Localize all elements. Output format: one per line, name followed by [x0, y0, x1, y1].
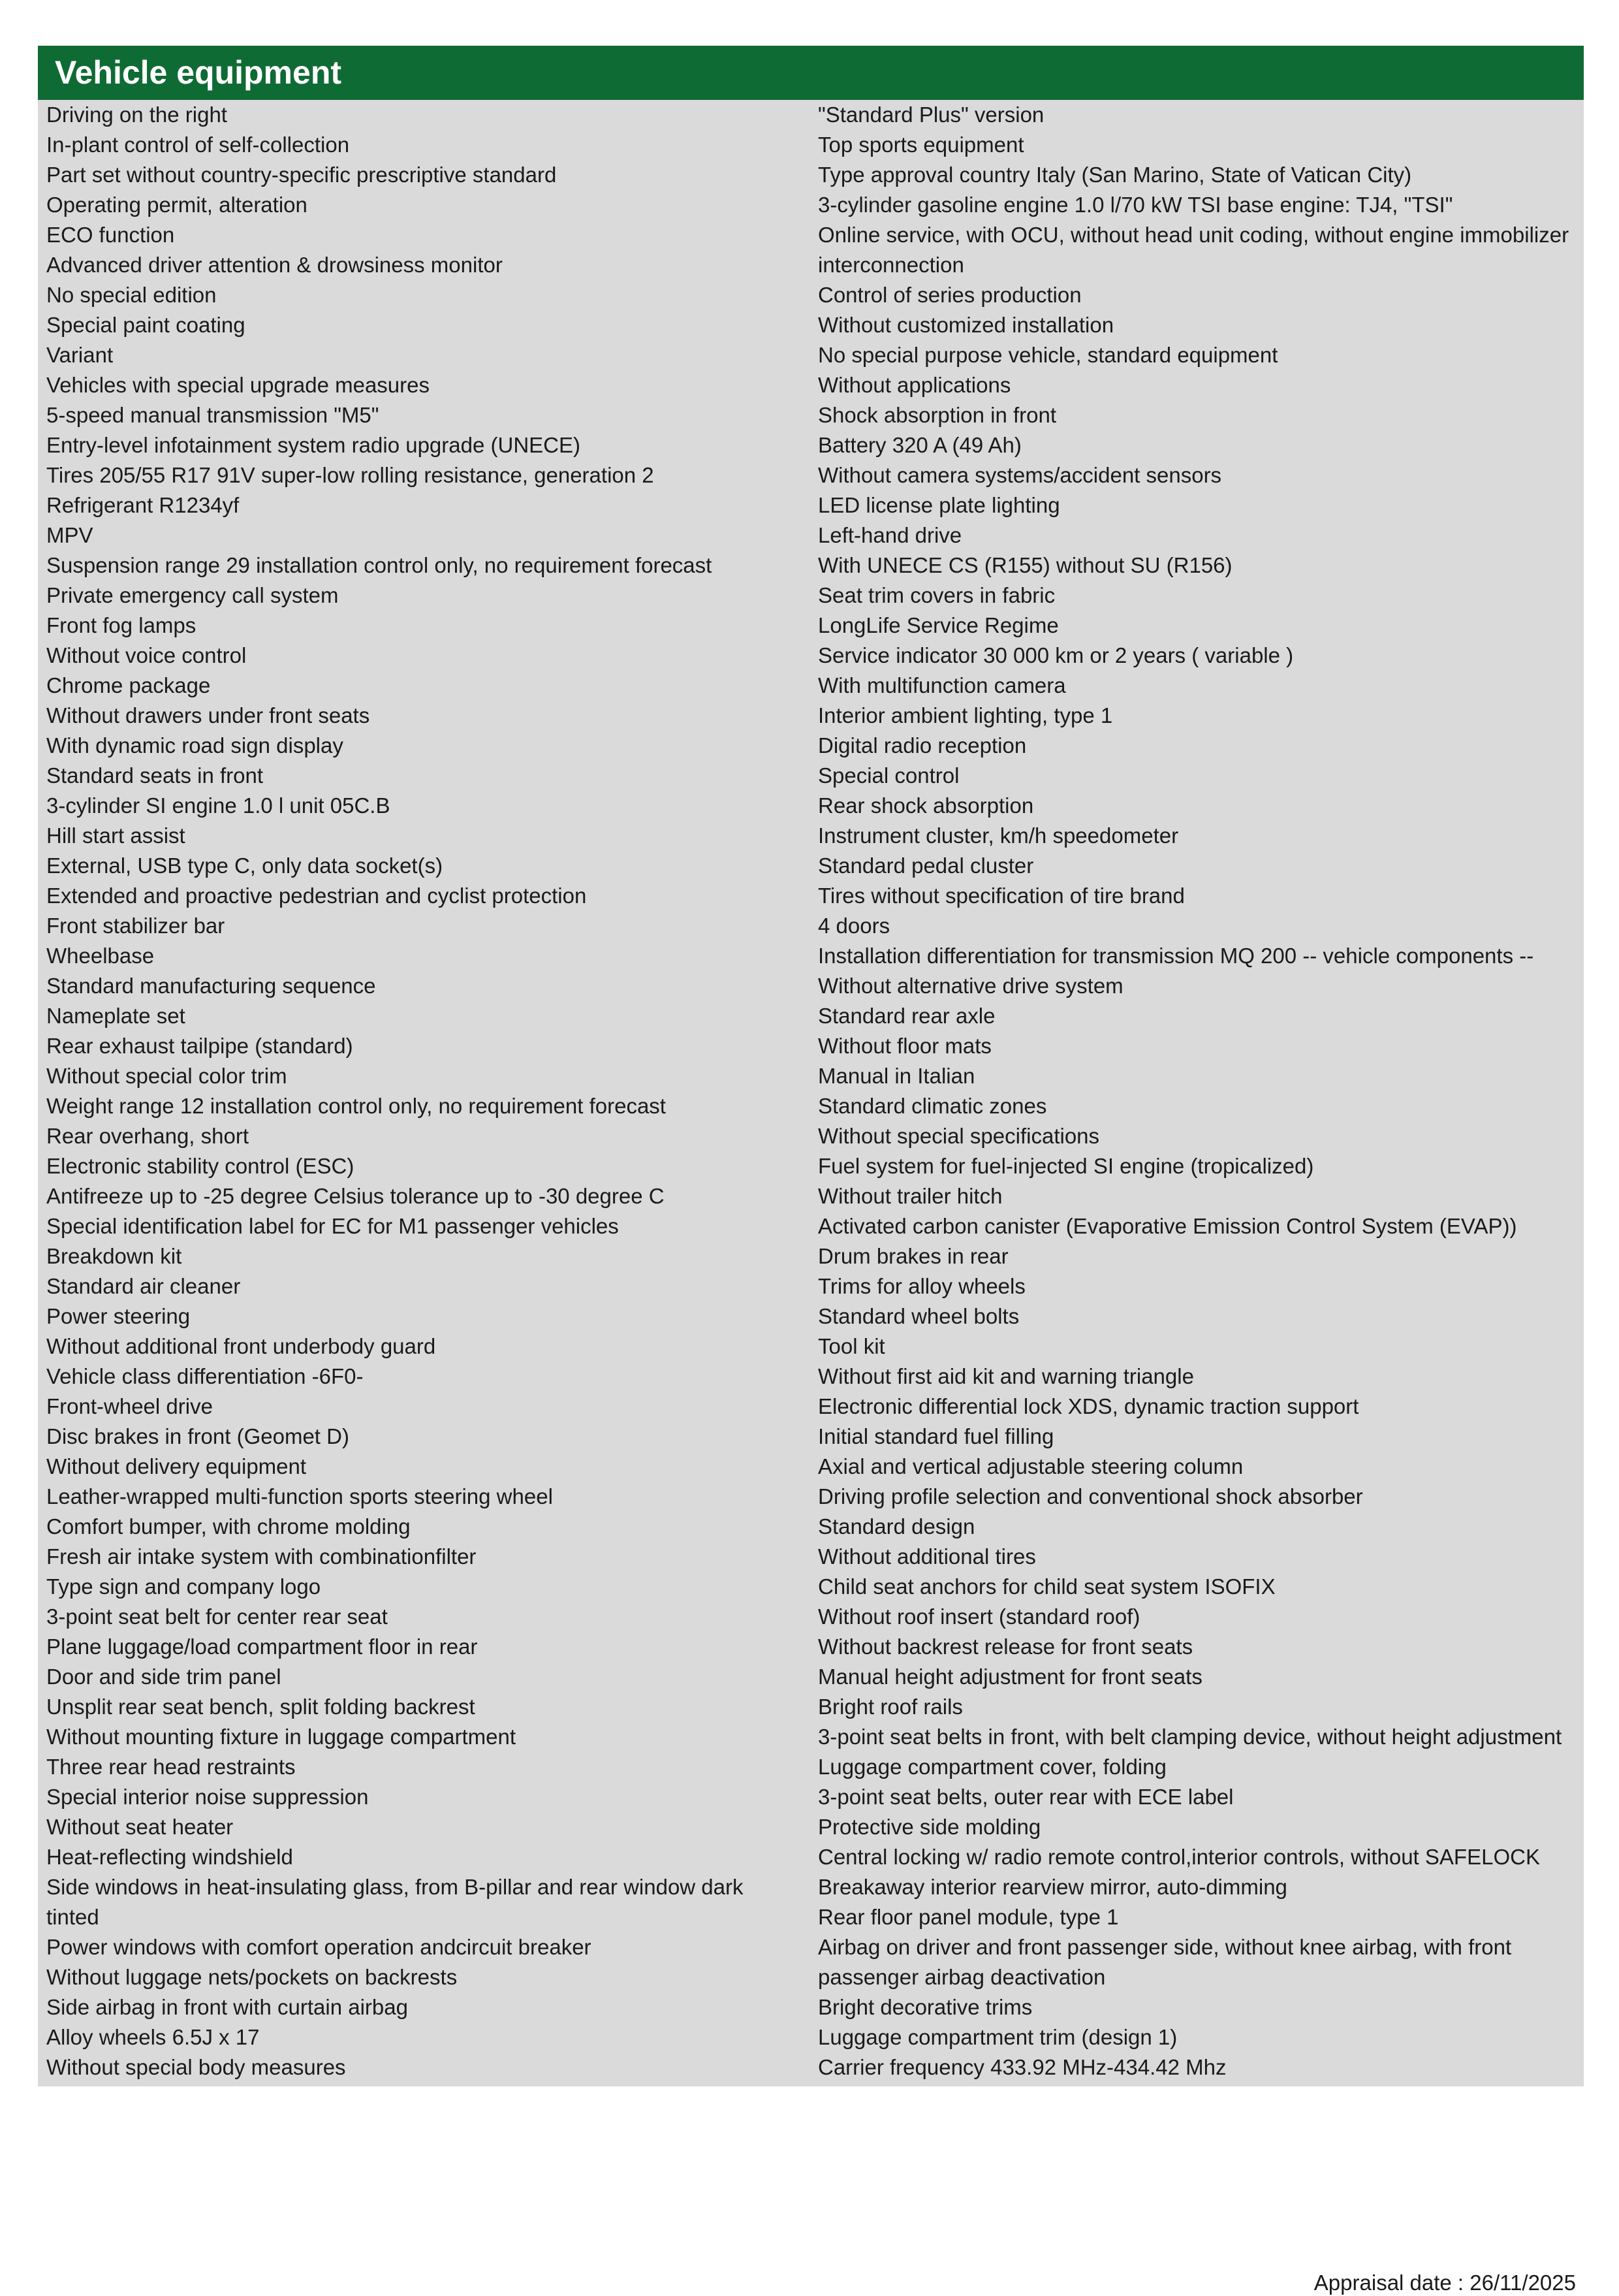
equipment-item: Type approval country Italy (San Marino, State of Vatican City): [818, 163, 1412, 187]
equipment-item: Trims for alloy wheels: [818, 1274, 1026, 1298]
equipment-item: Battery 320 A (49 Ah): [818, 433, 1022, 457]
equipment-item: Bright decorative trims: [818, 1995, 1033, 2019]
equipment-item: Advanced driver attention & drowsiness monitor: [46, 253, 503, 277]
section-title: Vehicle equipment: [38, 46, 1584, 100]
equipment-item: Installation differentiation for transmission MQ 200 -- vehicle components --: [818, 944, 1534, 968]
equipment-item: Standard wheel bolts: [818, 1304, 1020, 1328]
equipment-item: LED license plate lighting: [818, 493, 1060, 517]
equipment-item: Antifreeze up to -25 degree Celsius tolerance up to -30 degree C: [46, 1184, 665, 1208]
equipment-item: Without trailer hitch: [818, 1184, 1003, 1208]
equipment-item: Rear floor panel module, type 1: [818, 1905, 1119, 1929]
equipment-item: Suspension range 29 installation control only, no requirement forecast: [46, 553, 712, 577]
equipment-item: Child seat anchors for child seat system ISOFIX: [818, 1574, 1276, 1599]
equipment-item: Comfort bumper, with chrome molding: [46, 1514, 411, 1539]
equipment-item: Without mounting fixture in luggage compartment: [46, 1725, 516, 1749]
equipment-item: Without alternative drive system: [818, 974, 1124, 998]
equipment-item: Luggage compartment cover, folding: [818, 1755, 1167, 1779]
equipment-item: No special purpose vehicle, standard equipment: [818, 343, 1278, 367]
equipment-item: In-plant control of self-collection: [46, 133, 350, 157]
equipment-item: With multifunction camera: [818, 673, 1066, 697]
equipment-item: 3-cylinder gasoline engine 1.0 l/70 kW TSI base engine: TJ4, "TSI": [818, 193, 1453, 217]
equipment-item: Driving on the right: [46, 103, 227, 127]
equipment-item: Airbag on driver and front passenger side, without knee airbag, with front passenger airbag deactivation: [818, 1935, 1512, 1989]
equipment-item: Rear shock absorption: [818, 793, 1034, 818]
equipment-item: Vehicle class differentiation -6F0-: [46, 1364, 364, 1388]
equipment-item: Special control: [818, 763, 960, 788]
equipment-item: Fuel system for fuel-injected SI engine (tropicalized): [818, 1154, 1314, 1178]
equipment-item: Entry-level infotainment system radio upgrade (UNECE): [46, 433, 580, 457]
equipment-item: Power steering: [46, 1304, 191, 1328]
equipment-item: Without roof insert (standard roof): [818, 1604, 1140, 1629]
equipment-item: 3-point seat belt for center rear seat: [46, 1604, 388, 1629]
equipment-item: Variant: [46, 343, 114, 367]
equipment-item: Electronic differential lock XDS, dynamic traction support: [818, 1394, 1359, 1418]
equipment-item: ECO function: [46, 223, 175, 247]
equipment-item: Shock absorption in front: [818, 403, 1057, 427]
equipment-item: Disc brakes in front (Geomet D): [46, 1424, 349, 1448]
equipment-item: Leather-wrapped multi-function sports steering wheel: [46, 1484, 553, 1508]
equipment-item: Weight range 12 installation control only, no requirement forecast: [46, 1094, 666, 1118]
equipment-item: Three rear head restraints: [46, 1755, 296, 1779]
equipment-item: Tool kit: [818, 1334, 885, 1358]
equipment-item: 5-speed manual transmission "M5": [46, 403, 379, 427]
equipment-item: Driving profile selection and conventional shock absorber: [818, 1484, 1363, 1508]
equipment-item: Service indicator 30 000 km or 2 years ( variable ): [818, 643, 1294, 667]
equipment-item: Tires 205/55 R17 91V super-low rolling resistance, generation 2: [46, 463, 654, 487]
equipment-item: Standard climatic zones: [818, 1094, 1047, 1118]
equipment-item: Without voice control: [46, 643, 247, 667]
equipment-item: Without additional front underbody guard: [46, 1334, 436, 1358]
equipment-item: Rear exhaust tailpipe (standard): [46, 1034, 353, 1058]
equipment-item: Without delivery equipment: [46, 1454, 307, 1478]
equipment-item: 4 doors: [818, 914, 890, 938]
equipment-item: Front stabilizer bar: [46, 914, 225, 938]
equipment-item: 3-cylinder SI engine 1.0 l unit 05C.B: [46, 793, 390, 818]
equipment-item: Breakdown kit: [46, 1244, 182, 1268]
equipment-item: Standard seats in front: [46, 763, 264, 788]
equipment-item: MPV: [46, 523, 93, 547]
equipment-item: Type sign and company logo: [46, 1574, 321, 1599]
equipment-item: Side windows in heat-insulating glass, from B-pillar and rear window dark tinted: [46, 1875, 744, 1929]
equipment-item: Standard rear axle: [818, 1004, 996, 1028]
equipment-item: Tires without specification of tire brand: [818, 884, 1185, 908]
equipment-item: Central locking w/ radio remote control,interior controls, without SAFELOCK: [818, 1845, 1540, 1869]
equipment-item: Door and side trim panel: [46, 1665, 281, 1689]
equipment-item: Protective side molding: [818, 1815, 1041, 1839]
equipment-item: Manual height adjustment for front seats: [818, 1665, 1202, 1689]
equipment-item: Without seat heater: [46, 1815, 234, 1839]
equipment-item: Left-hand drive: [818, 523, 962, 547]
equipment-grid: [38, 100, 1584, 2086]
equipment-item: Seat trim covers in fabric: [818, 583, 1056, 607]
equipment-item: Without luggage nets/pockets on backrests: [46, 1965, 458, 1989]
equipment-item: Extended and proactive pedestrian and cyclist protection: [46, 884, 587, 908]
equipment-item: Vehicles with special upgrade measures: [46, 373, 430, 397]
equipment-item: Digital radio reception: [818, 733, 1027, 757]
equipment-item: Rear overhang, short: [46, 1124, 249, 1148]
equipment-item: Chrome package: [46, 673, 211, 697]
equipment-item: External, USB type C, only data socket(s): [46, 853, 443, 878]
equipment-item: Power windows with comfort operation andcircuit breaker: [46, 1935, 591, 1959]
equipment-item: Special identification label for EC for M1 passenger vehicles: [46, 1214, 619, 1238]
equipment-item: 3-point seat belts in front, with belt clamping device, without height adjustment: [818, 1725, 1562, 1749]
equipment-item: Activated carbon canister (Evaporative Emission Control System (EVAP)): [818, 1214, 1517, 1238]
equipment-item: Online service, with OCU, without head unit coding, without engine immobilizer interconnection: [818, 223, 1569, 277]
equipment-item: Plane luggage/load compartment floor in rear: [46, 1634, 478, 1659]
equipment-item: Standard manufacturing sequence: [46, 974, 376, 998]
equipment-item: Special interior noise suppression: [46, 1785, 369, 1809]
equipment-item: Standard design: [818, 1514, 975, 1539]
equipment-item: Without special color trim: [46, 1064, 287, 1088]
equipment-item: Interior ambient lighting, type 1: [818, 703, 1113, 727]
equipment-item: 3-point seat belts, outer rear with ECE label: [818, 1785, 1234, 1809]
equipment-item: No special edition: [46, 283, 217, 307]
equipment-item: Instrument cluster, km/h speedometer: [818, 823, 1179, 848]
equipment-item: Without backrest release for front seats: [818, 1634, 1193, 1659]
equipment-item: Alloy wheels 6.5J x 17: [46, 2025, 260, 2049]
equipment-item: Without special specifications: [818, 1124, 1100, 1148]
equipment-item: Front fog lamps: [46, 613, 196, 637]
equipment-item: Without special body measures: [46, 2055, 346, 2079]
equipment-item: With UNECE CS (R155) without SU (R156): [818, 553, 1233, 577]
equipment-item: Without customized installation: [818, 313, 1114, 337]
equipment-item: Heat-reflecting windshield: [46, 1845, 293, 1869]
equipment-item: Wheelbase: [46, 944, 155, 968]
equipment-column-left: [38, 100, 810, 2082]
equipment-item: Side airbag in front with curtain airbag: [46, 1995, 408, 2019]
equipment-item: Electronic stability control (ESC): [46, 1154, 354, 1178]
equipment-item: Axial and vertical adjustable steering column: [818, 1454, 1244, 1478]
equipment-item: Top sports equipment: [818, 133, 1024, 157]
equipment-item: Without first aid kit and warning triangle: [818, 1364, 1194, 1388]
equipment-item: Nameplate set: [46, 1004, 185, 1028]
equipment-item: Hill start assist: [46, 823, 185, 848]
equipment-column-right: [810, 100, 1584, 2082]
equipment-item: Operating permit, alteration: [46, 193, 307, 217]
equipment-item: "Standard Plus" version: [818, 103, 1045, 127]
equipment-item: Without applications: [818, 373, 1011, 397]
equipment-item: Without drawers under front seats: [46, 703, 370, 727]
appraisal-date: Appraisal date : 26/11/2025: [1313, 2271, 1576, 2295]
equipment-item: Without floor mats: [818, 1034, 992, 1058]
equipment-item: Bright roof rails: [818, 1695, 963, 1719]
equipment-item: Front-wheel drive: [46, 1394, 213, 1418]
equipment-item: Standard air cleaner: [46, 1274, 241, 1298]
equipment-item: Breakaway interior rearview mirror, auto-dimming: [818, 1875, 1287, 1899]
equipment-item: Initial standard fuel filling: [818, 1424, 1054, 1448]
equipment-item: Carrier frequency 433.92 MHz-434.42 Mhz: [818, 2055, 1227, 2079]
equipment-item: Without additional tires: [818, 1544, 1036, 1569]
equipment-item: Private emergency call system: [46, 583, 339, 607]
equipment-item: Luggage compartment trim (design 1): [818, 2025, 1178, 2049]
equipment-item: Manual in Italian: [818, 1064, 975, 1088]
equipment-item: Refrigerant R1234yf: [46, 493, 240, 517]
equipment-item: LongLife Service Regime: [818, 613, 1059, 637]
equipment-item: Standard pedal cluster: [818, 853, 1034, 878]
equipment-item: Control of series production: [818, 283, 1082, 307]
equipment-item: Part set without country-specific prescriptive standard: [46, 163, 557, 187]
vehicle-equipment-section: [38, 46, 1584, 2086]
equipment-item: Unsplit rear seat bench, split folding backrest: [46, 1695, 475, 1719]
equipment-item: Fresh air intake system with combinationfilter: [46, 1544, 477, 1569]
equipment-item: Drum brakes in rear: [818, 1244, 1009, 1268]
equipment-item: Without camera systems/accident sensors: [818, 463, 1222, 487]
equipment-item: With dynamic road sign display: [46, 733, 343, 757]
equipment-item: Special paint coating: [46, 313, 245, 337]
